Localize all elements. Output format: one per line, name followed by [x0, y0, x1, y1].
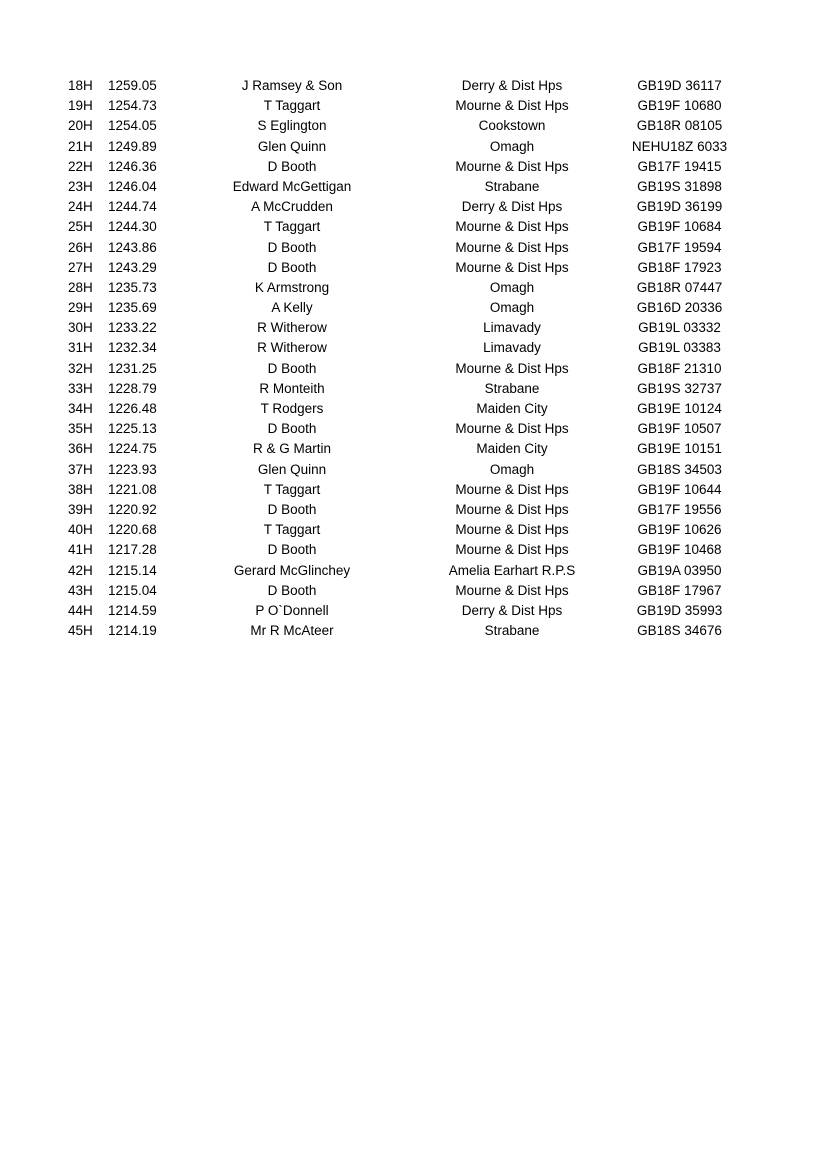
result-velocity: 1243.29 — [108, 259, 157, 275]
result-fancier-name: S Eglington — [257, 118, 327, 134]
result-velocity: 1244.30 — [108, 219, 157, 235]
result-club: Mourne & Dist Hps — [455, 239, 569, 255]
table-row — [0, 177, 827, 197]
table-row — [0, 621, 827, 641]
result-position: 33H — [68, 380, 93, 396]
result-fancier-name: T Taggart — [263, 481, 321, 497]
table-row — [0, 439, 827, 459]
table-row — [0, 419, 827, 439]
result-fancier-name: A McCrudden — [251, 199, 333, 215]
result-ring-number: GB18R 08105 — [636, 118, 723, 134]
result-fancier-name: Mr R McAteer — [250, 623, 334, 639]
result-velocity: 1259.05 — [108, 78, 157, 93]
result-club: Mourne & Dist Hps — [455, 481, 569, 497]
result-club: Mourne & Dist Hps — [455, 501, 569, 517]
result-ring-number: GB17F 19556 — [637, 501, 722, 517]
result-club: Strabane — [484, 178, 540, 194]
result-ring-number: GB19D 35993 — [636, 602, 723, 618]
result-position: 34H — [68, 401, 93, 416]
result-fancier-name: D Booth — [267, 360, 317, 376]
result-position: 30H — [68, 320, 93, 336]
table-row — [0, 581, 827, 601]
result-position: 38H — [68, 481, 93, 497]
result-club: Mourne & Dist Hps — [455, 158, 569, 174]
table-row — [0, 601, 827, 621]
result-club: Maiden City — [476, 441, 548, 457]
result-ring-number: GB19F 10644 — [637, 481, 722, 497]
result-club: Mourne & Dist Hps — [455, 259, 569, 275]
result-fancier-name: Gerard McGlinchey — [233, 562, 351, 578]
result-ring-number: GB19L 03332 — [638, 320, 721, 336]
result-velocity: 1235.73 — [108, 279, 157, 295]
result-club: Mourne & Dist Hps — [455, 421, 569, 437]
result-position: 31H — [68, 340, 93, 356]
result-position: 19H — [68, 98, 93, 114]
result-position: 28H — [68, 279, 93, 295]
table-row — [0, 561, 827, 581]
table-row — [0, 338, 827, 358]
table-row — [0, 359, 827, 379]
table-row — [0, 460, 827, 480]
result-velocity: 1254.73 — [108, 98, 157, 114]
result-velocity: 1225.13 — [108, 421, 157, 437]
result-ring-number: GB19D 36117 — [637, 78, 722, 93]
table-row — [0, 137, 827, 157]
table-row — [0, 540, 827, 560]
table-row — [0, 520, 827, 540]
table-row — [0, 258, 827, 278]
table-row — [0, 500, 827, 520]
result-club: Mourne & Dist Hps — [455, 542, 569, 558]
result-velocity: 1215.04 — [108, 582, 157, 598]
result-club: Omagh — [489, 279, 535, 295]
result-velocity: 1214.59 — [108, 602, 157, 618]
result-position: 22H — [68, 158, 93, 174]
result-position: 41H — [68, 542, 93, 558]
result-ring-number: GB19S 32737 — [637, 380, 722, 396]
result-ring-number: GB18S 34676 — [637, 623, 722, 639]
result-position: 39H — [68, 501, 93, 517]
result-position: 42H — [68, 562, 93, 578]
result-position: 37H — [68, 461, 93, 477]
result-position: 20H — [68, 118, 93, 134]
result-velocity: 1246.36 — [108, 158, 157, 174]
result-position: 32H — [68, 360, 93, 376]
result-position: 21H — [68, 138, 93, 154]
result-position: 44H — [68, 602, 93, 618]
result-fancier-name: D Booth — [267, 259, 317, 275]
result-position: 24H — [68, 199, 93, 215]
result-fancier-name: Glen Quinn — [257, 138, 327, 154]
result-ring-number: GB19L 03383 — [638, 340, 721, 356]
table-row — [0, 116, 827, 136]
table-row — [0, 96, 827, 116]
result-club: Omagh — [489, 138, 535, 154]
result-velocity: 1231.25 — [108, 360, 157, 376]
table-row — [0, 197, 827, 217]
result-fancier-name: D Booth — [267, 421, 317, 437]
result-fancier-name: A Kelly — [271, 300, 313, 316]
result-position: 27H — [68, 259, 93, 275]
result-fancier-name: T Rodgers — [260, 401, 324, 416]
result-ring-number: GB18F 17923 — [637, 259, 722, 275]
result-velocity: 1224.75 — [108, 441, 157, 457]
result-club: Derry & Dist Hps — [461, 78, 563, 93]
result-ring-number: GB19E 10151 — [637, 441, 722, 457]
result-velocity: 1232.34 — [108, 340, 157, 356]
result-ring-number: GB18F 21310 — [637, 360, 722, 376]
result-club: Limavady — [483, 320, 541, 336]
result-club: Maiden City — [476, 401, 548, 416]
result-fancier-name: T Taggart — [263, 522, 321, 538]
result-position: 26H — [68, 239, 93, 255]
table-row — [0, 298, 827, 318]
table-row — [0, 278, 827, 298]
result-club: Amelia Earhart R.P.S — [448, 562, 576, 578]
result-fancier-name: T Taggart — [263, 219, 321, 235]
result-velocity: 1226.48 — [108, 401, 157, 416]
result-fancier-name: D Booth — [267, 239, 317, 255]
result-club: Omagh — [489, 300, 535, 316]
table-row — [0, 318, 827, 338]
result-velocity: 1233.22 — [108, 320, 157, 336]
result-position: 18H — [68, 78, 93, 93]
table-row — [0, 76, 827, 96]
result-club: Strabane — [484, 623, 540, 639]
result-velocity: 1215.14 — [108, 562, 157, 578]
result-position: 23H — [68, 178, 93, 194]
result-position: 25H — [68, 219, 93, 235]
result-ring-number: GB19D 36199 — [636, 199, 723, 215]
result-fancier-name: Glen Quinn — [257, 461, 327, 477]
result-velocity: 1246.04 — [108, 178, 157, 194]
result-fancier-name: J Ramsey & Son — [241, 78, 343, 93]
result-ring-number: GB16D 20336 — [636, 300, 723, 316]
result-club: Derry & Dist Hps — [461, 602, 563, 618]
result-position: 43H — [68, 582, 93, 598]
result-velocity: 1214.19 — [108, 623, 157, 639]
table-row — [0, 157, 827, 177]
table-row — [0, 238, 827, 258]
result-velocity: 1243.86 — [108, 239, 157, 255]
result-ring-number: GB19A 03950 — [637, 562, 722, 578]
result-position: 40H — [68, 522, 93, 538]
result-club: Mourne & Dist Hps — [455, 522, 569, 538]
result-ring-number: GB18S 34503 — [637, 461, 722, 477]
result-club: Mourne & Dist Hps — [455, 360, 569, 376]
result-club: Omagh — [489, 461, 535, 477]
result-position: 45H — [68, 623, 93, 639]
result-fancier-name: K Armstrong — [254, 279, 330, 295]
result-ring-number: GB19S 31898 — [637, 178, 722, 194]
result-club: Mourne & Dist Hps — [455, 582, 569, 598]
result-fancier-name: T Taggart — [263, 98, 321, 114]
result-velocity: 1249.89 — [108, 138, 157, 154]
result-fancier-name: R Monteith — [259, 380, 325, 396]
result-ring-number: GB19F 10468 — [637, 542, 722, 558]
result-fancier-name: D Booth — [267, 501, 317, 517]
table-row — [0, 217, 827, 237]
result-ring-number: NEHU18Z 6033 — [631, 138, 728, 154]
result-fancier-name: D Booth — [267, 542, 317, 558]
result-fancier-name: D Booth — [267, 582, 317, 598]
result-ring-number: GB19E 10124 — [637, 401, 722, 416]
result-club: Derry & Dist Hps — [461, 199, 563, 215]
result-ring-number: GB17F 19594 — [637, 239, 722, 255]
result-velocity: 1217.28 — [108, 542, 157, 558]
result-velocity: 1244.74 — [108, 199, 157, 215]
result-club: Mourne & Dist Hps — [455, 219, 569, 235]
result-ring-number: GB17F 19415 — [637, 158, 722, 174]
result-position: 35H — [68, 421, 93, 437]
result-velocity: 1235.69 — [108, 300, 157, 316]
result-ring-number: GB19F 10507 — [637, 421, 722, 437]
results-table — [0, 76, 827, 641]
result-club: Strabane — [484, 380, 540, 396]
result-fancier-name: R Witherow — [257, 320, 327, 336]
result-club: Limavady — [483, 340, 541, 356]
result-fancier-name: P O`Donnell — [255, 602, 329, 618]
result-velocity: 1223.93 — [108, 461, 157, 477]
result-velocity: 1220.68 — [108, 522, 157, 538]
result-club: Cookstown — [478, 118, 546, 134]
result-fancier-name: R Witherow — [257, 340, 327, 356]
result-velocity: 1220.92 — [108, 501, 157, 517]
result-ring-number: GB19F 10680 — [637, 98, 722, 114]
table-row — [0, 399, 827, 419]
result-velocity: 1254.05 — [108, 118, 157, 134]
result-position: 36H — [68, 441, 93, 457]
result-velocity: 1221.08 — [108, 481, 157, 497]
table-row — [0, 379, 827, 399]
result-fancier-name: Edward McGettigan — [232, 178, 352, 194]
result-ring-number: GB18F 17967 — [637, 582, 722, 598]
result-club: Mourne & Dist Hps — [455, 98, 569, 114]
result-ring-number: GB18R 07447 — [636, 279, 723, 295]
result-position: 29H — [68, 300, 93, 316]
result-fancier-name: D Booth — [267, 158, 317, 174]
result-fancier-name: R & G Martin — [252, 441, 331, 457]
result-ring-number: GB19F 10684 — [637, 219, 722, 235]
table-row — [0, 480, 827, 500]
result-ring-number: GB19F 10626 — [637, 522, 722, 538]
result-velocity: 1228.79 — [108, 380, 157, 396]
